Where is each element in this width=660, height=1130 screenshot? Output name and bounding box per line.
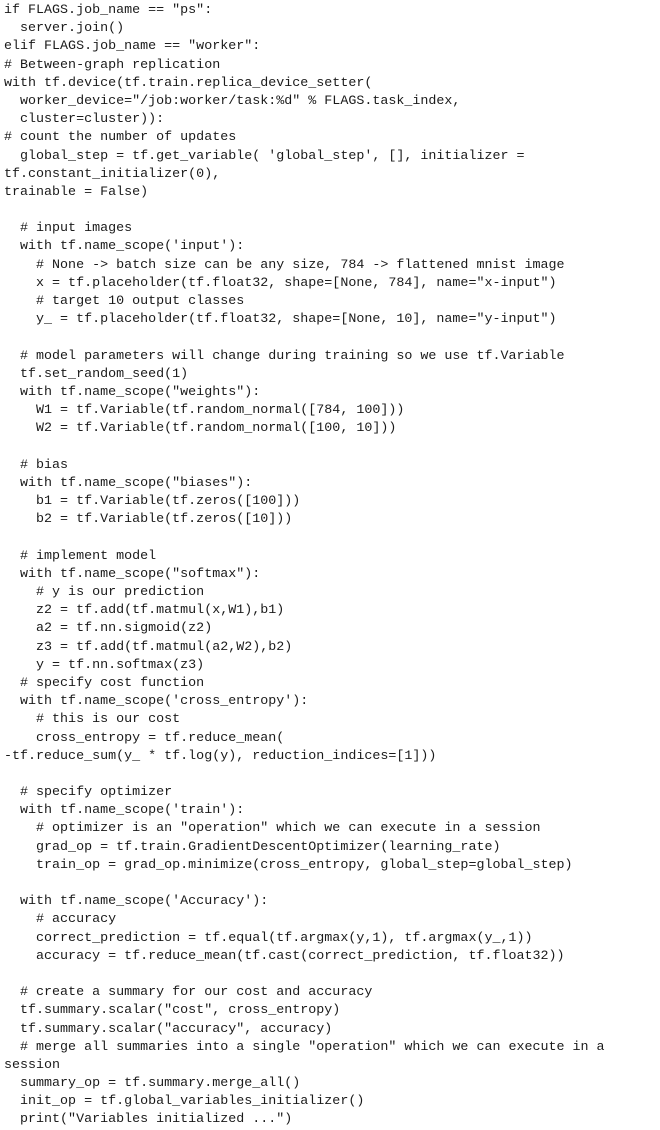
code-line: tf.constant_initializer(0), xyxy=(4,166,221,182)
code-line: with tf.name_scope("weights"): xyxy=(4,384,261,400)
code-line: # model parameters will change during training so we use tf.Variable xyxy=(4,348,565,364)
code-line: with tf.name_scope("softmax"): xyxy=(4,566,261,582)
code-line: grad_op = tf.train.GradientDescentOptimizer(learning_rate) xyxy=(4,839,501,855)
code-line: y = tf.nn.softmax(z3) xyxy=(4,657,205,673)
code-line: b1 = tf.Variable(tf.zeros([100])) xyxy=(4,494,301,510)
code-line: cluster=cluster)): xyxy=(4,112,165,128)
code-line: with tf.name_scope("biases"): xyxy=(4,475,253,491)
code-line: worker_device="/job:worker/task:%d" % FLAGS.task_index, xyxy=(4,93,461,109)
code-line xyxy=(4,202,660,220)
code-line: with tf.name_scope('train'): xyxy=(4,803,245,819)
code-line: # Between-graph replication xyxy=(4,57,221,73)
code-line: with tf.name_scope('cross_entropy'): xyxy=(4,694,309,710)
code-line: train_op = grad_op.minimize(cross_entropy, global_step=global_step) xyxy=(4,857,573,873)
code-line: # count the number of updates xyxy=(4,130,237,146)
code-line: W2 = tf.Variable(tf.random_normal([100, 10])) xyxy=(4,421,397,437)
code-line: accuracy = tf.reduce_mean(tf.cast(correct_prediction, tf.float32)) xyxy=(4,948,565,964)
code-line: cross_entropy = tf.reduce_mean( xyxy=(4,730,285,746)
code-line: with tf.name_scope('input'): xyxy=(4,239,245,255)
code-line xyxy=(4,439,660,457)
code-line: z3 = tf.add(tf.matmul(a2,W2),b2) xyxy=(4,639,293,655)
code-line: W1 = tf.Variable(tf.random_normal([784, 100])) xyxy=(4,403,405,419)
code-line: # this is our cost xyxy=(4,712,181,728)
code-line: z2 = tf.add(tf.matmul(x,W1),b1) xyxy=(4,603,285,619)
code-line: init_op = tf.global_variables_initializer() xyxy=(4,1094,365,1110)
code-line: elif FLAGS.job_name == "worker": xyxy=(4,39,261,55)
code-line: x = tf.placeholder(tf.float32, shape=[None, 784], name="x-input") xyxy=(4,275,557,291)
code-line: # optimizer is an "operation" which we can execute in a session xyxy=(4,821,541,837)
code-line: # y is our prediction xyxy=(4,585,205,600)
code-line xyxy=(4,329,660,347)
code-line: trainable = False) xyxy=(4,184,149,200)
code-line: tf.summary.scalar("cost", cross_entropy) xyxy=(4,1003,341,1019)
code-line: a2 = tf.nn.sigmoid(z2) xyxy=(4,621,213,637)
code-line: with tf.name_scope('Accuracy'): xyxy=(4,894,269,910)
code-line: # accuracy xyxy=(4,912,117,928)
code-line xyxy=(4,875,660,893)
code-line: # bias xyxy=(4,457,69,473)
code-line xyxy=(4,529,660,547)
code-line: tf.summary.scalar("accuracy", accuracy) xyxy=(4,1021,333,1037)
code-line xyxy=(4,766,660,784)
code-line xyxy=(4,966,660,984)
code-line: # target 10 output classes xyxy=(4,294,245,309)
code-line: # specify cost function xyxy=(4,675,205,691)
code-line: -tf.reduce_sum(y_ * tf.log(y), reduction_indices=[1])) xyxy=(4,748,437,764)
code-line: # None -> batch size can be any size, 784 -> flattened mnist image xyxy=(4,257,565,273)
code-line: global_step = tf.get_variable( 'global_step', [], initializer = xyxy=(4,148,525,164)
code-line: correct_prediction = tf.equal(tf.argmax(y,1), tf.argmax(y_,1)) xyxy=(4,930,533,946)
code-line: # implement model xyxy=(4,548,157,564)
code-listing xyxy=(4,2,660,1130)
code-line: server.join() xyxy=(4,21,125,37)
code-line: print("Variables initialized ...") xyxy=(4,1112,293,1128)
code-line: tf.set_random_seed(1) xyxy=(4,366,189,382)
code-line: # create a summary for our cost and accuracy xyxy=(4,985,373,1001)
code-line: b2 = tf.Variable(tf.zeros([10])) xyxy=(4,512,293,528)
code-line: with tf.device(tf.train.replica_device_setter( xyxy=(4,75,373,91)
code-line: y_ = tf.placeholder(tf.float32, shape=[None, 10], name="y-input") xyxy=(4,312,557,328)
code-line: if FLAGS.job_name == "ps": xyxy=(4,3,213,18)
code-line: summary_op = tf.summary.merge_all() xyxy=(4,1076,301,1092)
code-line: session xyxy=(4,1057,61,1073)
code-line: # input images xyxy=(4,221,133,237)
code-line: # specify optimizer xyxy=(4,785,173,801)
code-line: # merge all summaries into a single "operation" which we can execute in a xyxy=(4,1039,605,1055)
